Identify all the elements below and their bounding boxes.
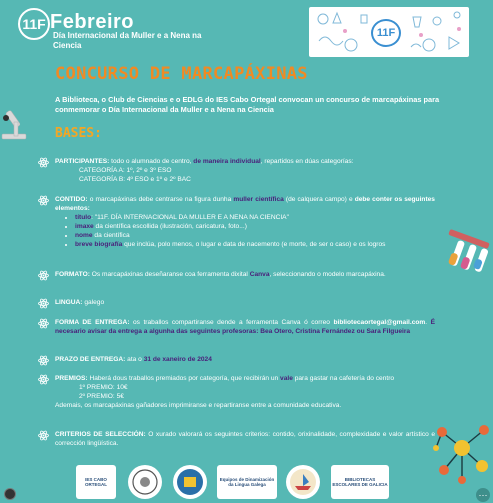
format-text-a: Os marcapáxinas deseñaranse coa ferramenta dixital xyxy=(89,271,250,278)
bibliotecas-galicia-logo xyxy=(331,465,389,499)
deadline-section xyxy=(55,355,435,364)
content-text-c: debe conter os seguintes elementos: xyxy=(55,196,435,212)
language-text: galego xyxy=(82,299,105,306)
content-elements-list xyxy=(67,213,435,249)
microscope-icon xyxy=(0,104,32,144)
list-item xyxy=(75,231,435,240)
ies-logo-text: IES CABO ORTEGAL xyxy=(85,477,107,487)
second-prize: 2º PREMIO: 5€ xyxy=(79,393,124,400)
list-item-value: da científica escollida (ilustración, caricatura, foto...) xyxy=(93,223,247,230)
banner-11f-logo: 11F xyxy=(371,19,401,47)
deadline-highlight: 31 de xaneiro de 2024 xyxy=(143,356,212,363)
format-highlight: Canva xyxy=(249,271,270,278)
library-icon xyxy=(176,468,204,496)
prizes-text-a: Haberá dous traballos premiados por categoría, que recibirán un xyxy=(87,375,281,382)
first-prize: 1º PREMIO: 10€ xyxy=(79,384,128,391)
prizes-text-b: para gastar na cafetería do centro xyxy=(292,375,395,382)
list-item-value: que inclúa, polo menos, o lugar e data de nacemento (e morte, de ser o caso) e os logros xyxy=(122,241,386,248)
list-item-key: imaxe xyxy=(75,223,94,230)
prizes-section xyxy=(55,374,435,410)
format-section xyxy=(55,270,435,279)
content-text-a: o marcapáxinas debe centrarse na figura dunha xyxy=(87,196,234,203)
format-label: FORMATO: xyxy=(55,271,90,278)
category-b: CATEGORÍA B: 4º ESO e 1º e 2º BAC xyxy=(79,176,191,183)
atom-icon xyxy=(38,430,49,441)
delivery-form-text-b: . xyxy=(425,319,431,326)
participants-text-b: , repartidos en dúas categorías: xyxy=(260,158,354,165)
list-item-value: da científica xyxy=(92,232,130,239)
header-banner-image xyxy=(309,7,469,57)
edlg-logo-text: Equipos de Dinamización da Lingua Galega xyxy=(219,477,275,487)
delivery-form-highlight: É necesario avisar da entrega a algunha das seguintes profesoras: Bea Otero, Cristina Fernández ou Sara Filgueira xyxy=(55,319,435,335)
delivery-form-text-a: os traballos compartiranse dende a ferramenta Canva ó correo xyxy=(129,319,334,326)
participants-highlight: de maneira individual xyxy=(193,158,261,165)
language-section xyxy=(55,298,435,307)
list-item-key: título xyxy=(75,214,92,221)
content-section xyxy=(55,195,435,249)
club-ciencias-logo xyxy=(128,465,162,499)
atom-icon xyxy=(38,298,49,309)
list-item xyxy=(75,213,435,222)
list-item xyxy=(75,222,435,231)
delivery-form-label: FORMA DE ENTREGA: xyxy=(55,319,130,326)
atom-icon xyxy=(38,270,49,281)
category-a: CATEGORÍA A: 1º, 2º e 3º ESO xyxy=(79,167,172,174)
molecule-icon xyxy=(432,418,493,488)
avatar[interactable] xyxy=(4,488,16,500)
bookmark-contest-logo xyxy=(286,465,320,499)
atom-icon xyxy=(38,195,49,206)
content-label: CONTIDO: xyxy=(55,196,88,203)
format-text-b: , seleccionando o modelo marcapáxina. xyxy=(269,271,386,278)
11f-logo: 11F xyxy=(18,8,50,40)
test-tubes-icon xyxy=(444,228,493,276)
prizes-highlight: vale xyxy=(280,375,293,382)
contest-title: CONCURSO DE MARCAPÁXINAS xyxy=(55,64,308,84)
deadline-label: PRAZO DE ENTREGA: xyxy=(55,356,126,363)
atom-icon xyxy=(38,374,49,385)
participants-text-a: todo o alumnado de centro, xyxy=(109,158,194,165)
criteria-text: O xurado valorará os seguintes criterios: contido, orixinalidade, complexidade e valor artístico e corrección lingüística. xyxy=(55,431,435,447)
criteria-section xyxy=(55,430,435,448)
content-text-b: (de calquera campo) e xyxy=(283,196,355,203)
bibliotecas-logo-text: BIBLIOTECAS ESCOLARES DE GALICIA xyxy=(332,477,388,487)
list-item-value: : "11F. DÍA INTERNACIONAL DA MULLER E A NENA NA CIENCIA" xyxy=(91,214,289,221)
participants-label: PARTICIPANTES: xyxy=(55,158,110,165)
bases-title: BASES: xyxy=(55,126,102,141)
ies-cabo-ortegal-logo xyxy=(76,465,116,499)
list-item-key: breve biografía xyxy=(75,241,123,248)
intro-text: A Biblioteca, o Club de Ciencias e o EDLG do IES Cabo Ortegal convocan un concurso de marcapáxinas para conmemorar o Día Internacional da Muller e a Nena na Ciencia xyxy=(55,95,440,114)
language-label: LINGUA: xyxy=(55,299,83,306)
content-highlight: muller científica xyxy=(233,196,284,203)
library-logo xyxy=(173,465,207,499)
ship-icon xyxy=(289,468,317,496)
list-item xyxy=(75,240,435,249)
criteria-label: CRITERIOS DE SELECCIÓN: xyxy=(55,431,146,438)
header-subtitle: Día Internacional da Muller e a Nena na Ciencia xyxy=(53,31,202,50)
atom-icon xyxy=(38,355,49,366)
list-item-key: nome xyxy=(75,232,93,239)
header-title: Febreiro xyxy=(50,11,135,33)
edlg-logo xyxy=(217,465,277,499)
prizes-extra: Ademais, os marcapáxinas gañadores imprimiranse e repartiranse entre a comunidade educativa. xyxy=(55,402,342,409)
deadline-text-a: ata o xyxy=(125,356,144,363)
participants-section xyxy=(55,157,435,184)
atom-icon xyxy=(38,318,49,329)
prizes-label: PREMIOS: xyxy=(55,375,88,382)
email-link[interactable]: bibliotecaortegal@gmail.com xyxy=(333,319,426,326)
more-options-icon[interactable]: ⋯ xyxy=(476,488,490,502)
atom-icon xyxy=(38,157,49,168)
science-club-icon xyxy=(131,468,159,496)
delivery-form-section xyxy=(55,318,435,336)
